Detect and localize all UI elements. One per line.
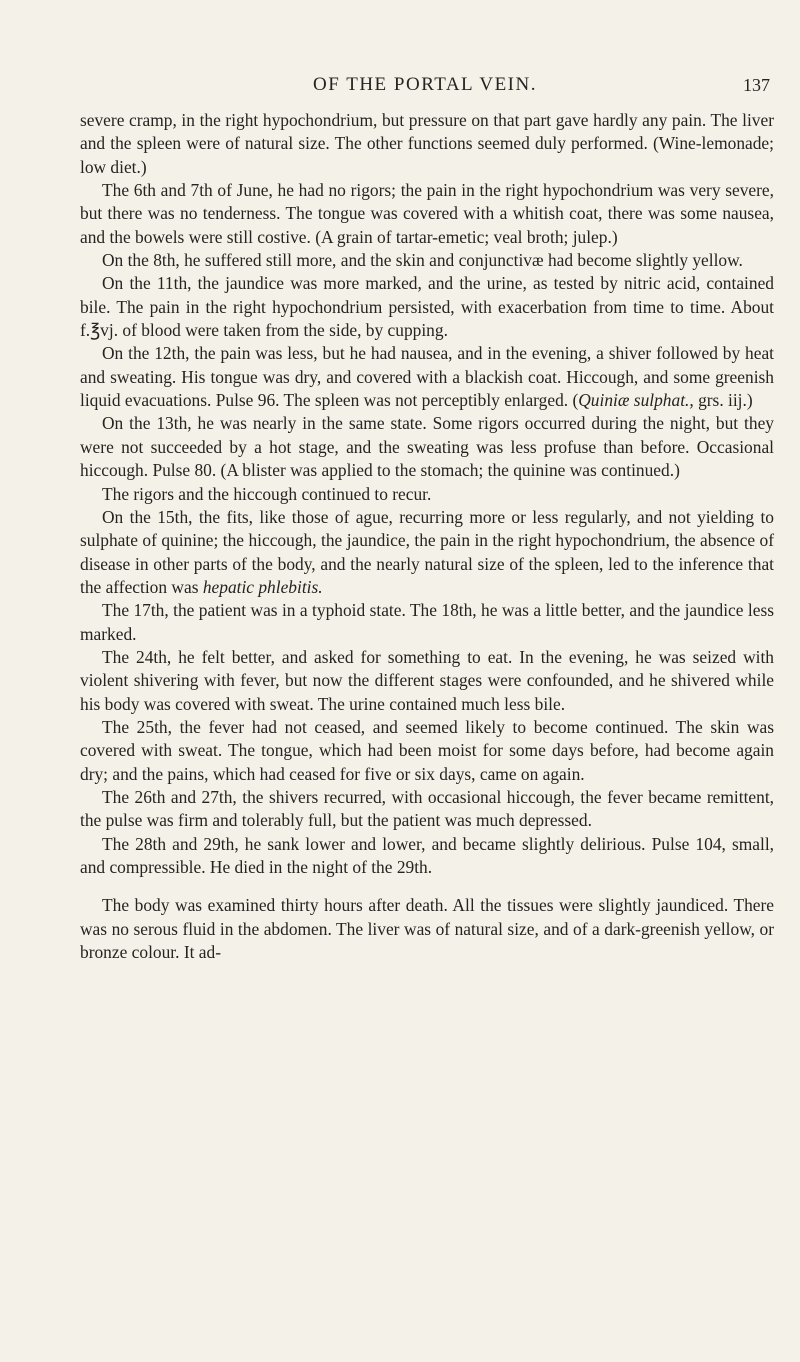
paragraph-text: severe cramp, in the right hypochondrium, but pressure on that part gave hardly any pain. The liver and the spleen were of natural size. The other functions seemed duly performed. (Wine-lemonade; low diet.): [80, 110, 774, 177]
paragraph-text: The 6th and 7th of June, he had no rigors; the pain in the right hypochondrium was very severe, but there was no tenderness. The tongue was covered with a whitish coat, there was some nausea, and the bowels were still costive. (A grain of tartar-emetic; veal broth; julep.): [80, 180, 774, 247]
paragraph: [80, 483, 774, 506]
paragraph: [80, 342, 774, 412]
paragraph: [80, 894, 774, 964]
paragraph: [80, 646, 774, 716]
page-number: 137: [743, 75, 770, 95]
italic-text: hepatic phlebitis.: [202, 576, 323, 597]
paragraph-text: On the 15th, the fits, like those of ague, recurring more or less regularly, and not yielding to sulphate of quinine; the hiccough, the jaundice, the pain in the right hypochondrium, the absence of disease in other parts of the body, and the nearly natural size of the spleen, led to the inference that the affection was: [80, 506, 774, 597]
paragraph: [80, 833, 774, 880]
body-text: [80, 109, 774, 964]
running-title: OF THE PORTAL VEIN.: [313, 74, 537, 95]
paragraph: [80, 249, 774, 272]
paragraph: [80, 599, 774, 646]
paragraph: [80, 786, 774, 833]
paragraph: [80, 506, 774, 599]
paragraph: [80, 272, 774, 342]
paragraph-text: On the 12th, the pain was less, but he had nausea, and in the evening, a shiver followed by heat and sweating. His tongue was dry, and covered with a blackish coat. Hiccough, and some greenish liquid evacuations. Pulse 96. The spleen was not perceptibly enlarged. (: [80, 343, 774, 411]
paragraph: [80, 109, 774, 179]
running-head: [80, 72, 770, 98]
paragraph-text: grs. iij.): [693, 390, 753, 411]
paragraph-text: On the 8th, he suffered still more, and the skin and conjunctivæ had become slightly yellow.: [102, 250, 743, 271]
italic-text: Quiniæ sulphat.,: [578, 390, 694, 411]
paragraph-text: The 24th, he felt better, and asked for something to eat. In the evening, he was seized with violent shivering with fever, but now the different stages were confounded, and he shivered while his body was covered with sweat. The urine contained much less bile.: [80, 646, 774, 714]
paragraph-text: The 25th, the fever had not ceased, and seemed likely to become continued. The skin was covered with sweat. The tongue, which had been moist for some days before, had become again dry; and the pains, which had ceased for five or six days, came on again.: [80, 716, 774, 784]
paragraph-text: On the 13th, he was nearly in the same state. Some rigors occurred during the night, but they were not succeeded by a hot stage, and the sweating was less profuse than before. Occasional hiccough. Pulse 80. (A blister was applied to the stomach; the quinine was continued.): [80, 413, 774, 481]
paragraph: [80, 716, 774, 786]
paragraph-text: The rigors and the hiccough continued to recur.: [102, 483, 432, 504]
paragraph: [80, 412, 774, 482]
paragraph: [80, 179, 774, 249]
paragraph-text: The 28th and 29th, he sank lower and lower, and became slightly delirious. Pulse 104, small, and compressible. He died in the night of the 29th.: [80, 833, 774, 877]
paragraph-text: The body was examined thirty hours after death. All the tissues were slightly jaundiced. There was no serous fluid in the abdomen. The liver was of natural size, and of a dark-greenish yellow, or bronze colour. It ad-: [80, 895, 774, 963]
paragraph-text: On the 11th, the jaundice was more marked, and the urine, as tested by nitric acid, contained bile. The pain in the right hypochondrium persisted, with exacerbation from time to time. About f.℥vj. of blood were taken from the side, by cupping.: [80, 273, 774, 341]
paragraph-text: The 17th, the patient was in a typhoid state. The 18th, he was a little better, and the jaundice less marked.: [80, 600, 774, 644]
paragraph-text: The 26th and 27th, the shivers recurred, with occasional hiccough, the fever became remittent, the pulse was firm and tolerably full, but the patient was much depressed.: [80, 786, 774, 831]
